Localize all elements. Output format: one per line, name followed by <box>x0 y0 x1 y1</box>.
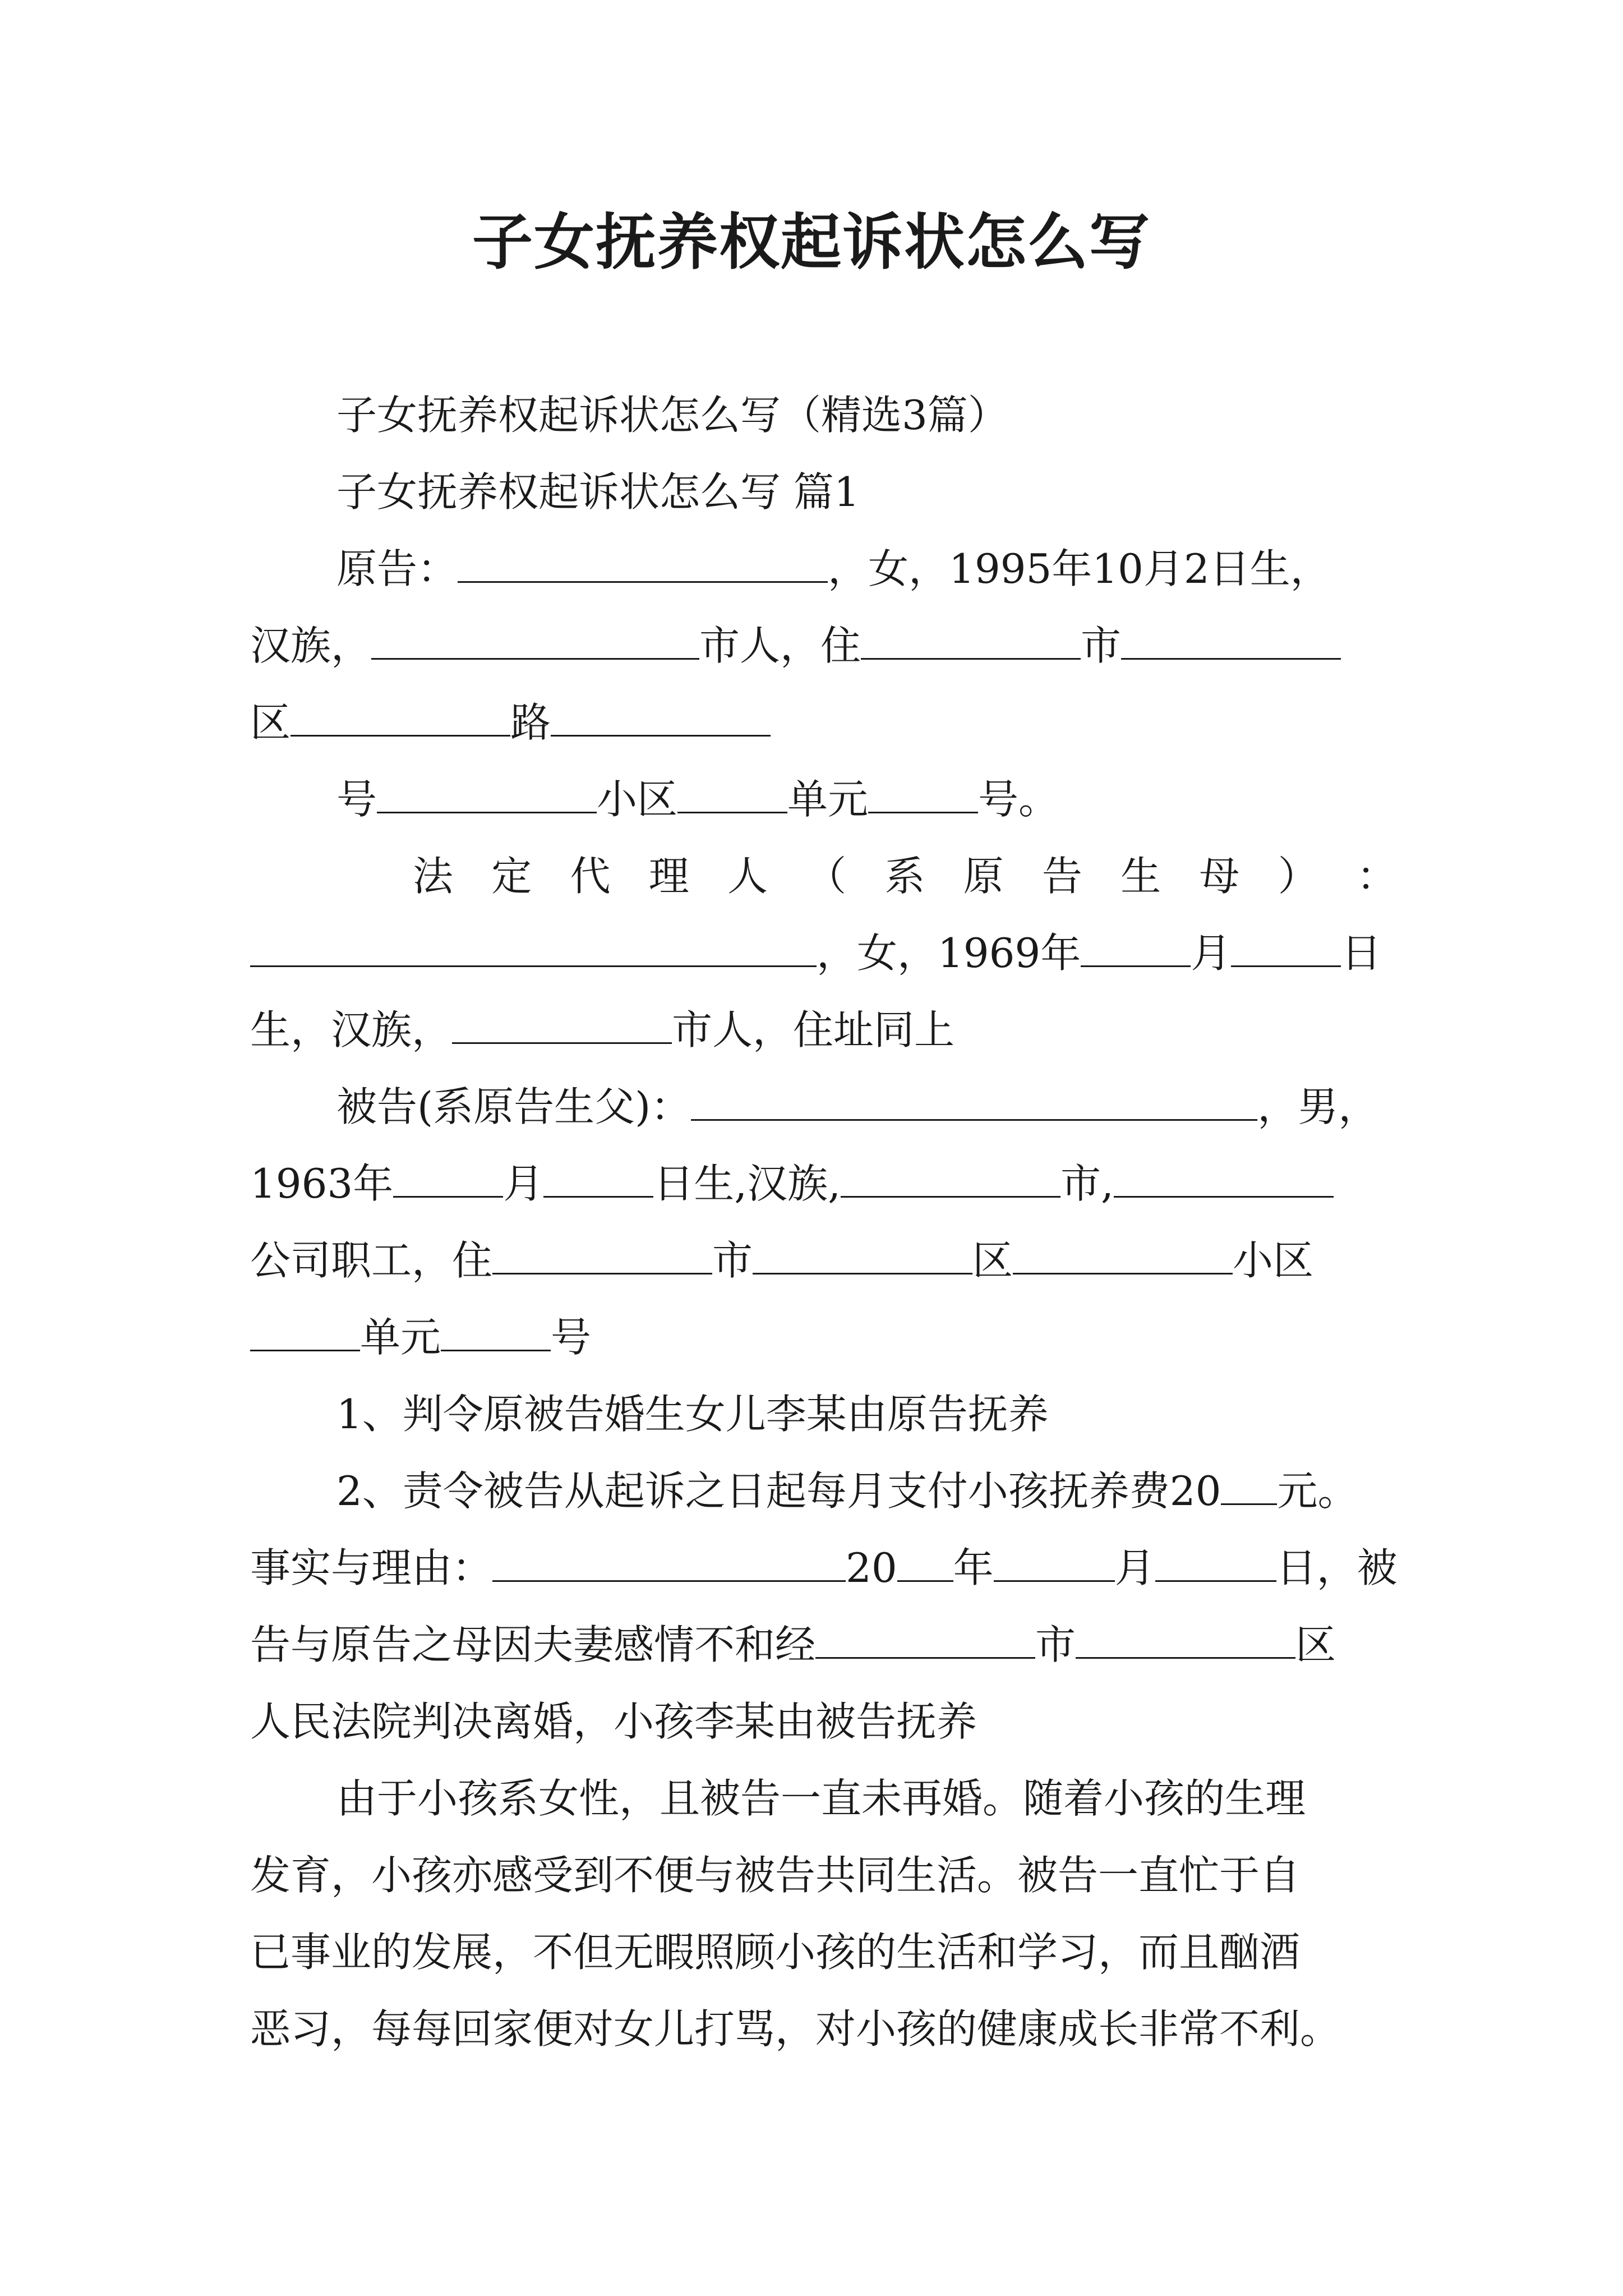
facts-day-blank <box>1155 1548 1276 1582</box>
plaintiff-no: 号 <box>336 776 377 823</box>
agent-name-blank <box>250 933 817 967</box>
plaintiff-line-2 <box>250 608 1397 684</box>
facts-line-2-text: 告与原告之母因夫妻感情不和经 <box>250 1621 816 1668</box>
plaintiff-name-blank <box>458 549 828 583</box>
plaintiff-district: 区 <box>250 699 291 746</box>
facts-line-1 <box>250 1530 1397 1607</box>
document-title: 子女抚养权起诉状怎么写 <box>472 207 1151 278</box>
agent-day-blank <box>1231 933 1341 967</box>
defendant-unit: 单元 <box>360 1314 441 1361</box>
defendant-city: 市 <box>712 1237 753 1284</box>
agent-label-char: （ <box>806 853 847 900</box>
defendant-year: 1963年 <box>250 1160 394 1207</box>
facts-month-blank <box>994 1548 1115 1582</box>
section-heading: 子女抚养权起诉状怎么写 篇1 <box>336 468 860 516</box>
plaintiff-district-blank <box>1121 625 1341 660</box>
plaintiff-community-blank <box>377 779 597 813</box>
agent-label-char: 告 <box>1041 853 1082 900</box>
plaintiff-room-blank <box>868 779 978 813</box>
defendant-born: 日生,汉族, <box>653 1160 841 1207</box>
paragraph-line: 已事业的发展，不但无暇照顾小孩的生活和学习，而且酗酒 <box>250 1929 1301 1976</box>
claim-2-unit: 元。 <box>1277 1467 1358 1515</box>
defendant-company-blank <box>1114 1163 1334 1198</box>
agent-label-char: 代 <box>570 853 611 900</box>
defendant-community: 小区 <box>1233 1237 1314 1284</box>
plaintiff-ethnicity: 汉族， <box>250 622 372 669</box>
agent-month-blank <box>1081 933 1191 967</box>
defendant-city-blank <box>492 1240 712 1274</box>
plaintiff-community: 小区 <box>597 776 678 823</box>
facts-month: 月 <box>1114 1544 1155 1591</box>
plaintiff-room: 号。 <box>978 776 1059 823</box>
defendant-day-blank <box>543 1163 653 1198</box>
facts-city-blank <box>815 1625 1035 1659</box>
agent-month: 月 <box>1191 930 1232 977</box>
agent-sex-year: ，女，1969年 <box>817 930 1081 977</box>
defendant-hometown-blank <box>841 1163 1061 1198</box>
defendant-month: 月 <box>503 1160 544 1207</box>
agent-label-char: 原 <box>963 853 1004 900</box>
claim-1: 1、判令原被告婚生女儿李某由原告抚养 <box>336 1391 1049 1438</box>
subtitle: 子女抚养权起诉状怎么写（精选3篇） <box>336 392 1008 439</box>
defendant-sex: ，男， <box>1257 1083 1379 1130</box>
facts-line-3: 人民法院判决离婚，小孩李某由被告抚养 <box>250 1698 978 1745</box>
defendant-line-2 <box>250 1145 1397 1222</box>
claim-2-amount-blank <box>1221 1471 1277 1505</box>
defendant-community-blank <box>1013 1240 1233 1274</box>
paragraph-line: 发育，小孩亦感受到不便与被告共同生活。被告一直忙于自 <box>250 1852 1301 1899</box>
facts-line-2 <box>250 1607 1397 1683</box>
agent-day: 日 <box>1341 930 1382 977</box>
facts-district-blank <box>1076 1625 1295 1659</box>
defendant-district-blank <box>753 1240 972 1274</box>
plaintiff-sex-dob: ，女，1995年10月2日生， <box>828 545 1331 592</box>
defendant-line-1 <box>250 1069 1397 1145</box>
agent-label-char: 系 <box>884 853 925 900</box>
defendant-label: 被告(系原告生父)： <box>336 1083 691 1130</box>
agent-line-3 <box>250 992 1397 1069</box>
facts-label: 事实与理由： <box>250 1544 493 1591</box>
defendant-district: 区 <box>972 1237 1013 1284</box>
agent-label-char: ： <box>1356 853 1397 900</box>
agent-label-line <box>250 838 1397 915</box>
defendant-room: 号 <box>551 1314 592 1361</box>
plaintiff-city-blank <box>861 625 1081 660</box>
defendant-month-blank <box>393 1163 503 1198</box>
facts-year-blank <box>897 1548 953 1582</box>
facts-district: 区 <box>1295 1621 1336 1668</box>
plaintiff-unit: 单元 <box>787 776 869 823</box>
agent-line-2 <box>250 915 1397 992</box>
plaintiff-line-1 <box>250 531 1397 608</box>
agent-city-address: 市人，住址同上 <box>672 1006 955 1053</box>
defendant-unit-blank <box>250 1317 360 1351</box>
defendant-name-blank <box>691 1087 1257 1121</box>
plaintiff-city-label: 市人，住 <box>699 622 861 669</box>
facts-city: 市 <box>1035 1621 1076 1668</box>
agent-label-char: 法 <box>413 853 454 900</box>
paragraph-line: 恶习，每每回家便对女儿打骂，对小孩的健康成长非常不利。 <box>250 2005 1341 2053</box>
agent-label-char: 生 <box>1121 853 1161 900</box>
plaintiff-label: 原告： <box>336 545 458 592</box>
plaintiff-road: 路 <box>510 699 551 746</box>
plaintiff-unit-blank <box>677 779 787 813</box>
agent-label-char: 理 <box>648 853 689 900</box>
plaintiff-city: 市 <box>1081 622 1122 669</box>
agent-label-char: ） <box>1278 853 1318 900</box>
defendant-line-3 <box>250 1222 1397 1299</box>
plaintiff-hometown-blank <box>371 625 699 660</box>
agent-label-char: 人 <box>727 853 768 900</box>
agent-born-ethnicity: 生，汉族， <box>250 1006 453 1053</box>
plaintiff-no-blank <box>551 702 771 737</box>
plaintiff-line-4 <box>250 761 1397 838</box>
defendant-company-home: 公司职工，住 <box>250 1237 493 1284</box>
document-body <box>250 377 1397 2068</box>
facts-day: 日，被 <box>1276 1544 1398 1591</box>
agent-label-char: 母 <box>1199 853 1240 900</box>
paragraph-line: 由于小孩系女性，且被告一直未再婚。随着小孩的生理 <box>336 1775 1306 1822</box>
agent-label-char: 定 <box>491 853 532 900</box>
facts-blank <box>492 1548 846 1582</box>
defendant-line-4 <box>250 1299 1397 1376</box>
defendant-city-comma: 市, <box>1061 1160 1114 1207</box>
claim-2 <box>250 1453 1397 1530</box>
agent-hometown-blank <box>452 1010 672 1044</box>
plaintiff-line-3 <box>250 684 1397 761</box>
facts-year: 年 <box>953 1544 994 1591</box>
defendant-room-blank <box>441 1317 551 1351</box>
plaintiff-road-blank <box>291 702 510 737</box>
facts-year-prefix: 20 <box>846 1544 897 1591</box>
claim-2-text: 2、责令被告从起诉之日起每月支付小孩抚养费20 <box>336 1467 1221 1515</box>
